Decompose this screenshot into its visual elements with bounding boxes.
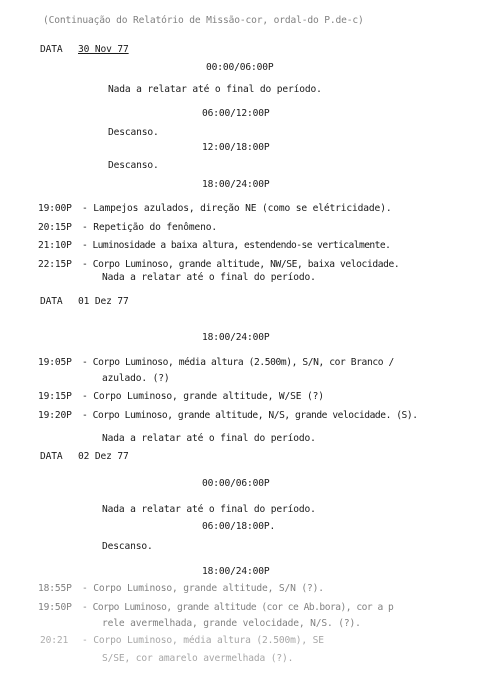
entry-time: 20:21	[40, 635, 69, 646]
period-heading: 18:00/24:00P	[202, 566, 270, 577]
period-heading: 00:00/06:00P	[206, 62, 274, 73]
entry-continuation: rele avermelhada, grande velocidade, N/S. (?).	[102, 618, 361, 629]
entry-description: Corpo Luminoso, grande altitude, S/N (?).	[93, 583, 324, 594]
entry-text: - Corpo Luminoso, grande altitude, W/SE (?)	[82, 391, 324, 402]
entry-description: Repetição do fenômeno.	[93, 222, 218, 233]
closing-note: Nada a relatar até o final do período.	[102, 433, 316, 444]
entry-time: 20:15P	[38, 222, 72, 233]
entry-time: 19:15P	[38, 391, 72, 402]
report-header: (Continuação do Relatório de Missão-cor, ordal-do P.de-c)	[43, 15, 364, 26]
date-value: 01 Dez 77	[78, 296, 129, 307]
date-label: DATA	[40, 451, 63, 462]
entry-text: - Corpo Luminoso, grande altitude (cor ce Ab.bora), cor a p	[82, 602, 394, 613]
entry-time: 19:50P	[38, 602, 72, 613]
period-heading: 18:00/24:00P	[202, 332, 270, 343]
entry-text: - Luminosidade a baixa altura, estendendo-se verticalmente.	[82, 240, 391, 251]
entry-text: - Corpo Luminoso, média altura (2.500m), S/N, cor Branco /	[82, 357, 394, 368]
entry-time: 19:20P	[38, 410, 72, 421]
entry-text: - Repetição do fenômeno.	[82, 222, 218, 233]
date-value: 30 Nov 77	[78, 44, 129, 55]
entry-description: Corpo Luminoso, grande altitude, N/S, grande velocidade. (S).	[92, 410, 418, 421]
entry-time: 19:00P	[38, 203, 72, 214]
entry-text: - Corpo Luminoso, grande altitude, N/S, grande velocidade. (S).	[82, 410, 418, 421]
entry-time: 21:10P	[38, 240, 72, 251]
period-heading: 06:00/18:00P.	[202, 521, 276, 532]
period-heading: 00:00/06:00P	[202, 478, 270, 489]
entry-time: 19:05P	[38, 357, 72, 368]
period-heading: 18:00/24:00P	[202, 179, 270, 190]
entry-time: 22:15P	[38, 259, 72, 270]
entry-description: Corpo Luminoso, grande altitude, NW/SE, baixa velocidade.	[92, 259, 400, 270]
entry-time: 18:55P	[38, 583, 72, 594]
period-heading: 12:00/18:00P	[202, 142, 270, 153]
entry-description: Corpo Luminoso, média altura (2.500m), SE	[93, 635, 324, 646]
entry-text: - Corpo Luminoso, grande altitude, NW/SE, baixa velocidade.	[82, 259, 400, 270]
closing-note: Nada a relatar até o final do período.	[102, 272, 316, 283]
entry-description: Corpo Luminoso, média altura (2.500m), S/N, cor Branco /	[92, 357, 394, 368]
period-note: Descanso.	[108, 127, 159, 138]
period-note: Descanso.	[102, 541, 153, 552]
period-note: Nada a relatar até o final do período.	[108, 84, 322, 95]
date-label: DATA	[40, 44, 63, 55]
period-note: Descanso.	[108, 160, 159, 171]
entry-continuation: azulado. (?)	[102, 373, 170, 384]
period-note: Nada a relatar até o final do período.	[102, 504, 316, 515]
entry-description: Luminosidade a baixa altura, estendendo-se verticalmente.	[92, 240, 391, 251]
date-label: DATA	[40, 296, 63, 307]
entry-description: Corpo Luminoso, grande altitude, W/SE (?)	[93, 391, 324, 402]
entry-description: Corpo Luminoso, grande altitude (cor ce Ab.bora), cor a p	[92, 602, 394, 613]
entry-text: - Corpo Luminoso, média altura (2.500m), SE	[82, 635, 324, 646]
entry-description: Lampejos azulados, direção NE (como se elétricidade).	[93, 203, 392, 214]
period-heading: 06:00/12:00P	[202, 108, 270, 119]
entry-continuation: S/SE, cor amarelo avermelhada (?).	[102, 653, 294, 664]
entry-text: - Corpo Luminoso, grande altitude, S/N (?).	[82, 583, 324, 594]
entry-text: - Lampejos azulados, direção NE (como se elétricidade).	[82, 203, 392, 214]
date-value: 02 Dez 77	[78, 451, 129, 462]
